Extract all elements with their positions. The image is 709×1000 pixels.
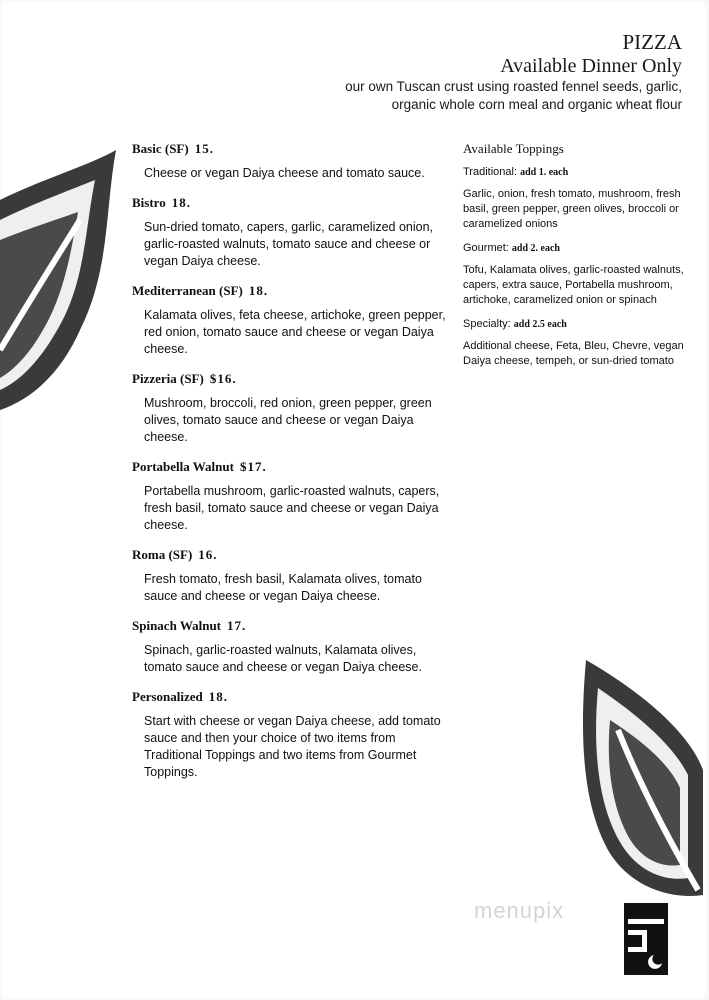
pizza-list	[132, 140, 447, 793]
section-title: PIZZA	[622, 30, 682, 54]
pizza-description: Start with cheese or vegan Daiya cheese, add tomato sauce and then your choice of two items from Traditional Toppings and two items from Gourmet Toppings.	[144, 714, 441, 779]
pizza-name: Mediterranean (SF)	[132, 283, 243, 298]
toppings-list: Tofu, Kalamata olives, garlic-roasted walnuts, capers, extra sauce, Portabella mushroom, artichoke, caramelized onion or spinach	[463, 264, 684, 306]
pizza-description: Sun-dried tomato, capers, garlic, caramelized onion, garlic-roasted walnuts, tomato sauce and cheese or vegan Daiya cheese.	[144, 220, 434, 268]
toppings-price: add 2. each	[511, 243, 560, 254]
section-subtitle: Available Dinner Only	[500, 55, 682, 77]
pizza-description: Spinach, garlic-roasted walnuts, Kalamata olives, tomato sauce and cheese or vegan Daiya cheese.	[144, 643, 422, 674]
left-leaf-icon	[0, 150, 118, 415]
pizza-price: 18.	[248, 283, 269, 298]
pizza-item-basic	[132, 140, 447, 182]
toppings-traditional	[463, 164, 703, 232]
toppings-list: Additional cheese, Feta, Bleu, Chevre, vegan Daiya cheese, tempeh, or sun-dried tomato	[463, 340, 684, 367]
pizza-item-personalized	[132, 688, 447, 781]
pizza-item-pizzeria	[132, 370, 447, 446]
pizza-item-bistro	[132, 194, 447, 270]
pizza-item-spinach-walnut	[132, 617, 447, 676]
pizza-name: Spinach Walnut	[132, 618, 222, 633]
toppings-panel	[463, 140, 703, 377]
pizza-price: 17.	[227, 618, 247, 633]
pizza-description: Mushroom, broccoli, red onion, green pepper, green olives, tomato sauce and cheese or vegan Daiya cheese.	[144, 396, 432, 444]
toppings-label: Gourmet:	[463, 242, 509, 254]
toppings-price: add 1. each	[520, 167, 569, 178]
pizza-description: Portabella mushroom, garlic-roasted walnuts, capers, fresh basil, tomato sauce and cheese or vegan Daiya cheese.	[144, 484, 440, 532]
pizza-name: Roma (SF)	[132, 547, 193, 562]
crust-description-line-2: organic whole corn meal and organic wheat flour	[391, 97, 682, 112]
menu-header	[345, 30, 682, 114]
crust-description-line-1: our own Tuscan crust using roasted fennel seeds, garlic,	[345, 79, 682, 94]
pizza-description: Cheese or vegan Daiya cheese and tomato sauce.	[144, 166, 425, 180]
pizza-description: Fresh tomato, fresh basil, Kalamata olives, tomato sauce and cheese or vegan Daiya cheese.	[144, 572, 422, 603]
pizza-price: 16.	[198, 547, 218, 562]
pizza-price: $16.	[209, 371, 237, 386]
toppings-specialty	[463, 316, 703, 369]
pizza-price: 15.	[194, 141, 214, 156]
toppings-title: Available Toppings	[463, 141, 564, 156]
pizza-price: 18.	[208, 689, 229, 704]
pizza-description: Kalamata olives, feta cheese, artichoke, green pepper, red onion, tomato sauce and cheese or vegan Daiya cheese.	[144, 308, 446, 356]
pizza-item-portabella-walnut	[132, 458, 447, 534]
right-leaf-icon	[578, 660, 709, 910]
toppings-label: Traditional:	[463, 166, 518, 178]
brand-logo-icon	[624, 903, 668, 975]
pizza-price: $17.	[239, 459, 267, 474]
toppings-price: add 2.5 each	[513, 319, 567, 330]
toppings-gourmet	[463, 240, 703, 308]
pizza-name: Personalized	[132, 689, 203, 704]
toppings-label: Specialty:	[463, 318, 511, 330]
pizza-item-mediterranean	[132, 282, 447, 358]
toppings-list: Garlic, onion, fresh tomato, mushroom, fresh basil, green pepper, green olives, broccoli or caramelized onions	[463, 188, 681, 230]
pizza-price: 18.	[171, 195, 191, 210]
menupix-watermark: menupix	[474, 898, 565, 923]
pizza-name: Bistro	[132, 195, 166, 210]
pizza-item-roma	[132, 546, 447, 605]
pizza-name: Portabella Walnut	[132, 459, 234, 474]
pizza-name: Pizzeria (SF)	[132, 371, 204, 386]
pizza-name: Basic (SF)	[132, 141, 189, 156]
